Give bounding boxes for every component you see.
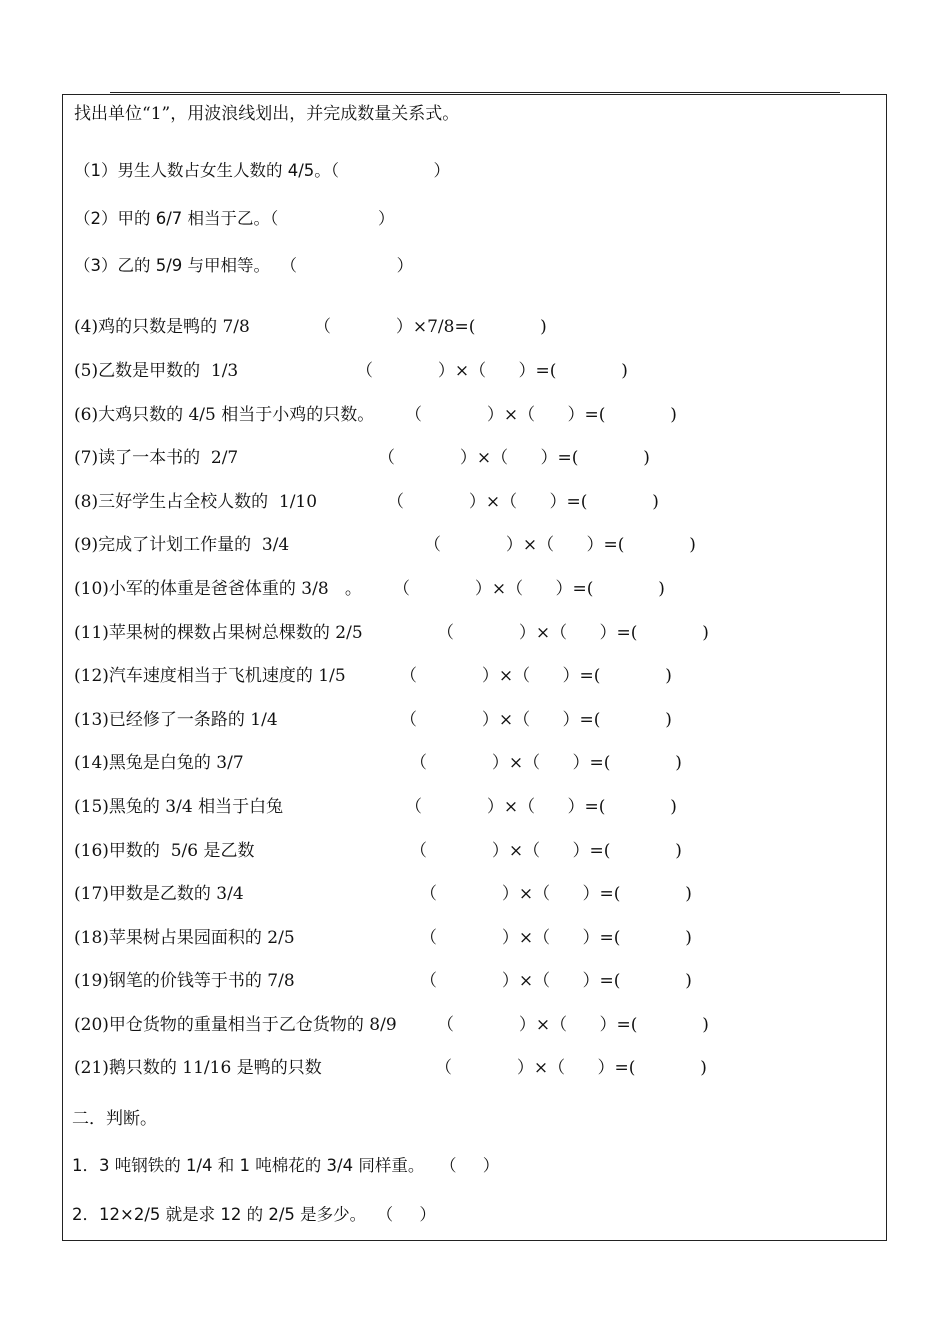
exercise-row-16 <box>0 836 950 861</box>
exercise-expression: （ ）×（ ）=( ) <box>387 492 659 512</box>
exercise-label: (16)甲数的 5/6 是乙数 <box>74 841 255 861</box>
exercise-label: (11)苹果树的棵数占果树总棵数的 2/5 <box>74 623 363 643</box>
exercise-label: (14)黑兔是白兔的 3/7 <box>74 753 244 773</box>
exercise-label: (15)黑兔的 3/4 相当于白兔 <box>74 797 284 817</box>
exercise-label: (6)大鸡只数的 4/5 相当于小鸡的只数。 <box>74 405 375 425</box>
exercise-expression: （ ）×7/8=( ) <box>314 317 547 337</box>
exercise-expression: （ ）×（ ）=( ) <box>410 753 682 773</box>
exercise-label: (13)已经修了一条路的 1/4 <box>74 710 278 730</box>
exercise-expression: （ ）×（ ）=( ) <box>393 579 665 599</box>
exercise-row-18 <box>0 923 950 948</box>
exercise-expression: （ ）×（ ）=( ) <box>435 1058 707 1078</box>
top-rule <box>110 92 840 93</box>
exercise-expression: （ ）×（ ）=( ) <box>400 710 672 730</box>
exercise-row-15 <box>0 792 950 817</box>
exercise-label: (9)完成了计划工作量的 3/4 <box>74 535 290 555</box>
exercise-expression: （ ）×（ ）=( ) <box>424 535 696 555</box>
exercise-label: (7)读了一本书的 2/7 <box>74 448 239 468</box>
exercise-label: (12)汽车速度相当于飞机速度的 1/5 <box>74 666 346 686</box>
exercise-row-20 <box>0 1010 950 1035</box>
intro-item-3: （3）乙的 5/9 与甲相等。 （ ） <box>74 256 414 275</box>
exercise-row-8 <box>0 487 950 512</box>
exercise-expression: （ ）×（ ）=( ) <box>420 928 692 948</box>
exercise-row-11 <box>0 618 950 643</box>
instruction-text: 找出单位“1”，用波浪线划出，并完成数量关系式。 <box>74 104 460 124</box>
exercise-expression: （ ）×（ ）=( ) <box>410 841 682 861</box>
exercise-row-12 <box>0 661 950 686</box>
exercise-expression: （ ）×（ ）=( ) <box>405 797 677 817</box>
exercise-row-6 <box>0 400 950 425</box>
intro-item-2: （2）甲的 6/7 相当于乙。（ ） <box>74 209 395 228</box>
exercise-label: (19)钢笔的价钱等于书的 7/8 <box>74 971 295 991</box>
exercise-row-10 <box>0 574 950 599</box>
exercise-expression: （ ）×（ ）=( ) <box>378 448 650 468</box>
judge-item-2: 2．12×2/5 就是求 12 的 2/5 是多少。 （ ） <box>72 1205 436 1224</box>
exercise-expression: （ ）×（ ）=( ) <box>437 1015 709 1035</box>
exercise-row-9 <box>0 530 950 555</box>
exercise-row-21 <box>0 1053 950 1078</box>
exercise-expression: （ ）×（ ）=( ) <box>420 884 692 904</box>
exercise-label: (17)甲数是乙数的 3/4 <box>74 884 244 904</box>
exercise-row-7 <box>0 443 950 468</box>
intro-item-1: （1）男生人数占女生人数的 4/5。（ ） <box>74 161 450 180</box>
exercise-expression: （ ）×（ ）=( ) <box>437 623 709 643</box>
exercise-label: (10)小军的体重是爸爸体重的 3/8 。 <box>74 579 362 599</box>
exercise-row-14 <box>0 748 950 773</box>
exercise-row-19 <box>0 966 950 991</box>
exercise-label: (21)鹅只数的 11/16 是鸭的只数 <box>74 1058 322 1078</box>
exercise-row-17 <box>0 879 950 904</box>
exercise-expression: （ ）×（ ）=( ) <box>420 971 692 991</box>
exercise-label: (8)三好学生占全校人数的 1/10 <box>74 492 318 512</box>
exercise-label: (20)甲仓货物的重量相当于乙仓货物的 8/9 <box>74 1015 397 1035</box>
exercise-row-5 <box>0 356 950 381</box>
exercise-label: (18)苹果树占果园面积的 2/5 <box>74 928 295 948</box>
exercise-row-4 <box>0 312 950 337</box>
exercise-label: (5)乙数是甲数的 1/3 <box>74 361 239 381</box>
exercise-expression: （ ）×（ ）=( ) <box>400 666 672 686</box>
section-2-title: 二．判断。 <box>72 1109 157 1129</box>
judge-item-1: 1．3 吨钢铁的 1/4 和 1 吨棉花的 3/4 同样重。 （ ） <box>72 1156 500 1175</box>
exercise-label: (4)鸡的只数是鸭的 7/8 <box>74 317 250 337</box>
exercise-row-13 <box>0 705 950 730</box>
exercise-expression: （ ）×（ ）=( ) <box>356 361 628 381</box>
exercise-expression: （ ）×（ ）=( ) <box>405 405 677 425</box>
